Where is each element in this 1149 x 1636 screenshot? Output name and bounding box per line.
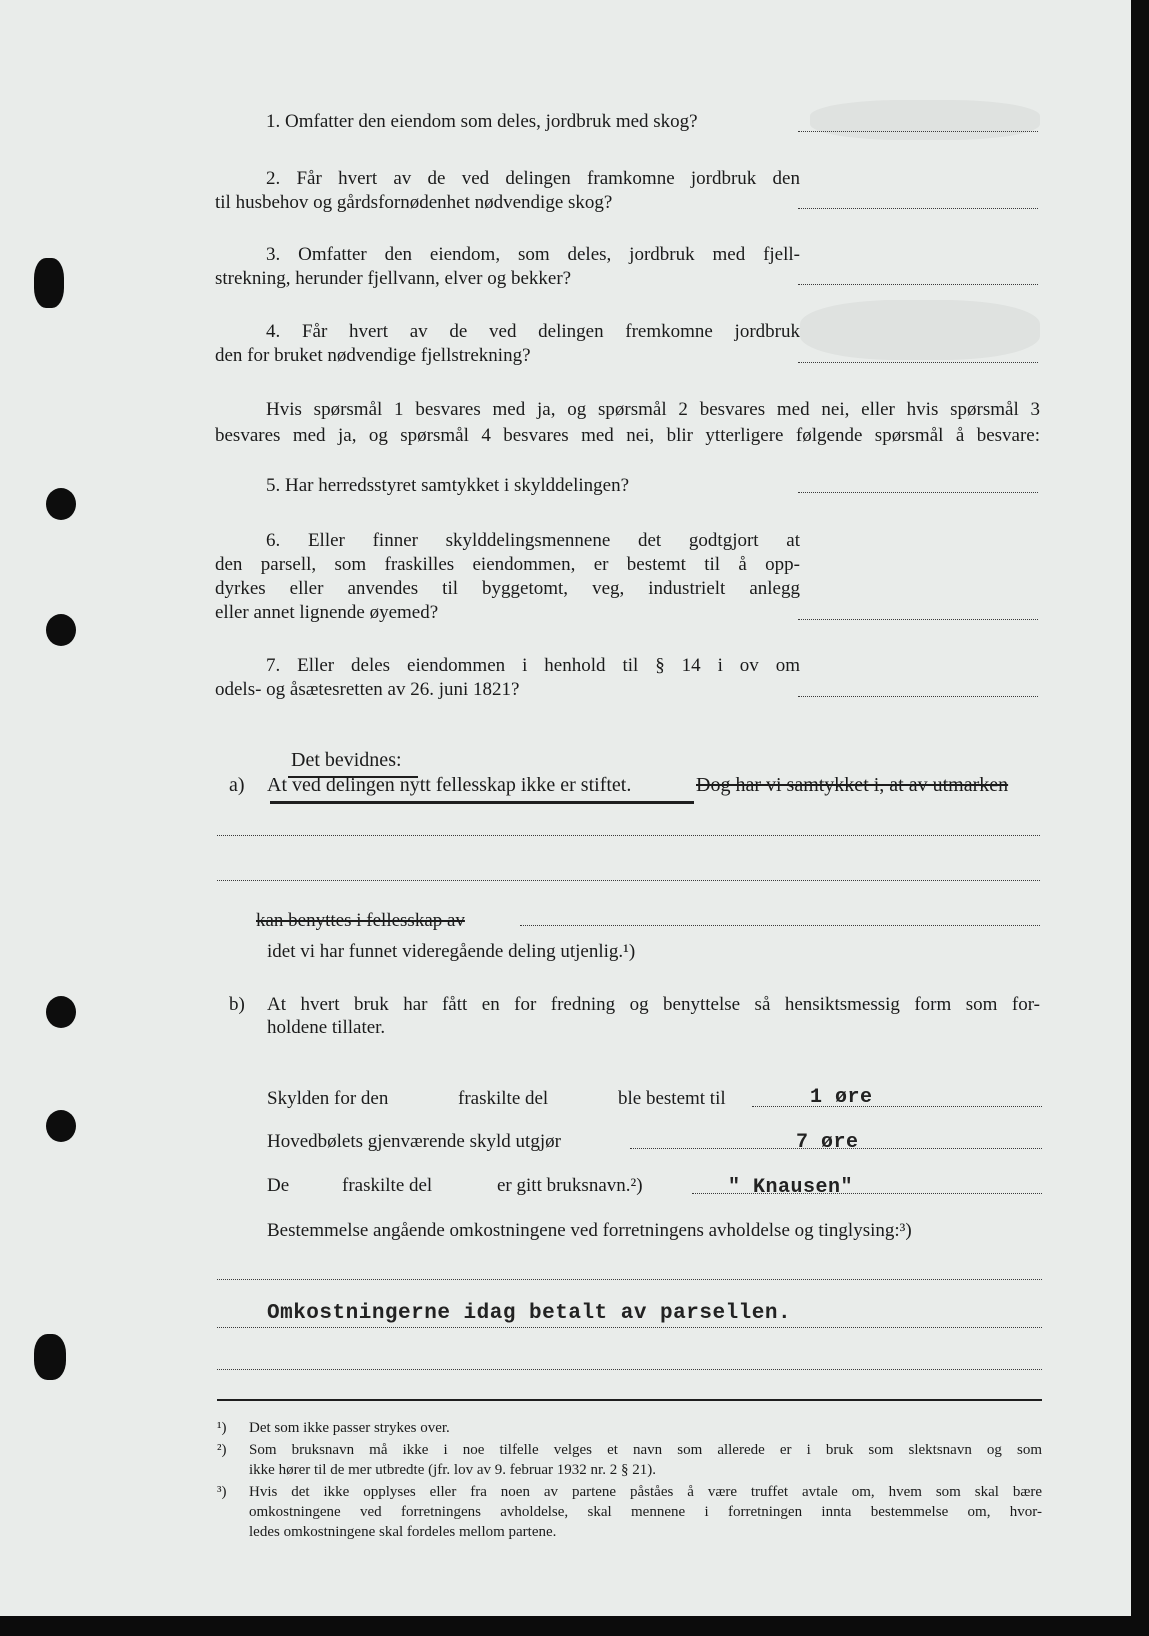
question-2-line1: 2. Får hvert av de ved delingen framkomne jordbruk den: [266, 168, 800, 189]
question-3-line2: strekning, herunder fjellvann, elver og bekker?: [215, 268, 572, 289]
skyld-label-3a: De: [267, 1175, 290, 1196]
footnote-3-text-line2: omkostningene ved forretningens avholdelse, skal mennene i forretningen innta bestemmelse om, hvor-: [249, 1504, 1042, 1520]
skyld-label-2: Hovedbølets gjenværende skyld utgjør: [267, 1131, 561, 1152]
skyld-label-3c: er gitt bruksnavn.²): [497, 1175, 643, 1196]
punch-hole: [34, 258, 64, 308]
cost-value: Omkostningerne idag betalt av parsellen.: [267, 1302, 792, 1325]
question-4-line1: 4. Får hvert av de ved delingen fremkomne jordbruk: [266, 321, 800, 342]
skyld-value-2: 7 øre: [796, 1131, 859, 1154]
punch-hole: [46, 614, 76, 646]
punch-hole: [34, 1334, 66, 1380]
question-7-line2: odels- og åsætesretten av 26. juni 1821?: [215, 679, 520, 700]
cost-line-2: [217, 1327, 1042, 1328]
answer-line-3: [798, 284, 1038, 285]
handwritten-underline: [270, 801, 694, 804]
question-7-line1: 7. Eller deles eiendommen i henhold til § 14 i ov om: [266, 655, 800, 676]
question-1: 1. Omfatter den eiendom som deles, jordbruk med skog?: [266, 111, 698, 132]
answer-line-7: [798, 696, 1038, 697]
cost-line-3: [217, 1369, 1042, 1370]
attest-b-line1: At hvert bruk har fått en for fredning og benyttelse så hensiktsmessig form som for-: [267, 994, 1040, 1015]
question-3-line1: 3. Omfatter den eiendom, som deles, jordbruk med fjell-: [266, 244, 800, 265]
attest-b-line2: holdene tillater.: [267, 1017, 386, 1038]
footnote-1: [217, 1418, 1042, 1438]
attest-heading: Det bevidnes:: [291, 749, 402, 771]
question-6-line1: 6. Eller finner skylddelingsmennene det godtgjort at: [266, 530, 800, 551]
footnote-3-number: ³): [217, 1484, 227, 1500]
attest-a-conclusion: idet vi har funnet videregående deling utjenlig.¹): [267, 941, 636, 962]
cost-line-1: [217, 1279, 1042, 1280]
condition-line2: besvares med ja, og spørsmål 4 besvares med nei, blir ytterligere følgende spørsmål å besvare:: [215, 425, 1040, 446]
footnote-2-text-line2: ikke hører til de mer utbredte (jfr. lov av 9. februar 1932 nr. 2 § 21).: [249, 1462, 656, 1478]
punch-hole: [46, 996, 76, 1028]
footnote-1-number: ¹): [217, 1420, 227, 1436]
question-6-line3: dyrkes eller anvendes til byggetomt, veg, industrielt anlegg: [215, 578, 800, 599]
question-4-line2: den for bruket nødvendige fjellstrekning?: [215, 345, 531, 366]
attest-blank-line: [217, 880, 1040, 881]
attest-b-marker: b): [229, 994, 245, 1015]
condition-line1: Hvis spørsmål 1 besvares med ja, og spørsmål 2 besvares med nei, eller hvis spørsmål 3: [266, 399, 1040, 420]
attest-blank-line: [217, 835, 1040, 836]
answer-line-1: [798, 131, 1038, 132]
attest-a-marker: a): [229, 774, 245, 796]
answer-line-6: [798, 619, 1038, 620]
bleed-through: [810, 100, 1040, 140]
bleed-through: [800, 300, 1040, 360]
attest-a-struck-fellesskap: kan benyttes i fellesskap av: [256, 910, 465, 931]
attest-blank-line: [520, 925, 1040, 926]
skyld-label-3b: fraskilte del: [342, 1175, 433, 1196]
question-6-line2: den parsell, som fraskilles eiendommen, er bestemt til å opp-: [215, 554, 800, 575]
answer-line-4: [798, 362, 1038, 363]
footnote-3: [217, 1482, 1042, 1542]
answer-line-5: [798, 492, 1038, 493]
skyld-label-1c: ble bestemt til: [618, 1088, 726, 1109]
answer-line-2: [798, 208, 1038, 209]
skyld-value-1: 1 øre: [810, 1086, 873, 1109]
footnote-2-text-line1: Som bruksnavn må ikke i noe tilfelle velges et navn som allerede er i bruk som slektsnavn og som: [249, 1442, 1042, 1458]
footnote-3-text-line1: Hvis det ikke opplyses eller fra noen av partene påståes å være truffet avtale om, hvem som skal bære: [249, 1484, 1042, 1500]
attest-a-text: At ved delingen nytt fellesskap ikke er stiftet.: [267, 774, 632, 796]
skyld-label-1b: fraskilte del: [458, 1088, 549, 1109]
footnote-2-number: ²): [217, 1442, 227, 1458]
footnote-separator: [217, 1399, 1042, 1401]
question-6-line4: eller annet lignende øyemed?: [215, 602, 439, 623]
question-2-line2: til husbehov og gårdsfornødenhet nødvendige skog?: [215, 192, 613, 213]
punch-hole: [46, 488, 76, 520]
footnote-1-text: Det som ikke passer strykes over.: [249, 1420, 450, 1436]
skyld-label-1a: Skylden for den: [267, 1088, 389, 1109]
footnote-3-text-line3: ledes omkostningene skal fordeles mellom partene.: [249, 1524, 557, 1540]
skyld-value-3: " Knausen": [728, 1176, 854, 1199]
skyld-value-line-1: [752, 1106, 1042, 1107]
attest-a-struck-text: Dog har vi samtykket i, at av utmarken: [696, 774, 1009, 796]
cost-label: Bestemmelse angående omkostningene ved forretningens avholdelse og tinglysing:³): [267, 1220, 912, 1241]
footnote-2: [217, 1440, 1042, 1480]
question-5: 5. Har herredsstyret samtykket i skylddelingen?: [266, 475, 630, 496]
punch-hole: [46, 1110, 76, 1142]
